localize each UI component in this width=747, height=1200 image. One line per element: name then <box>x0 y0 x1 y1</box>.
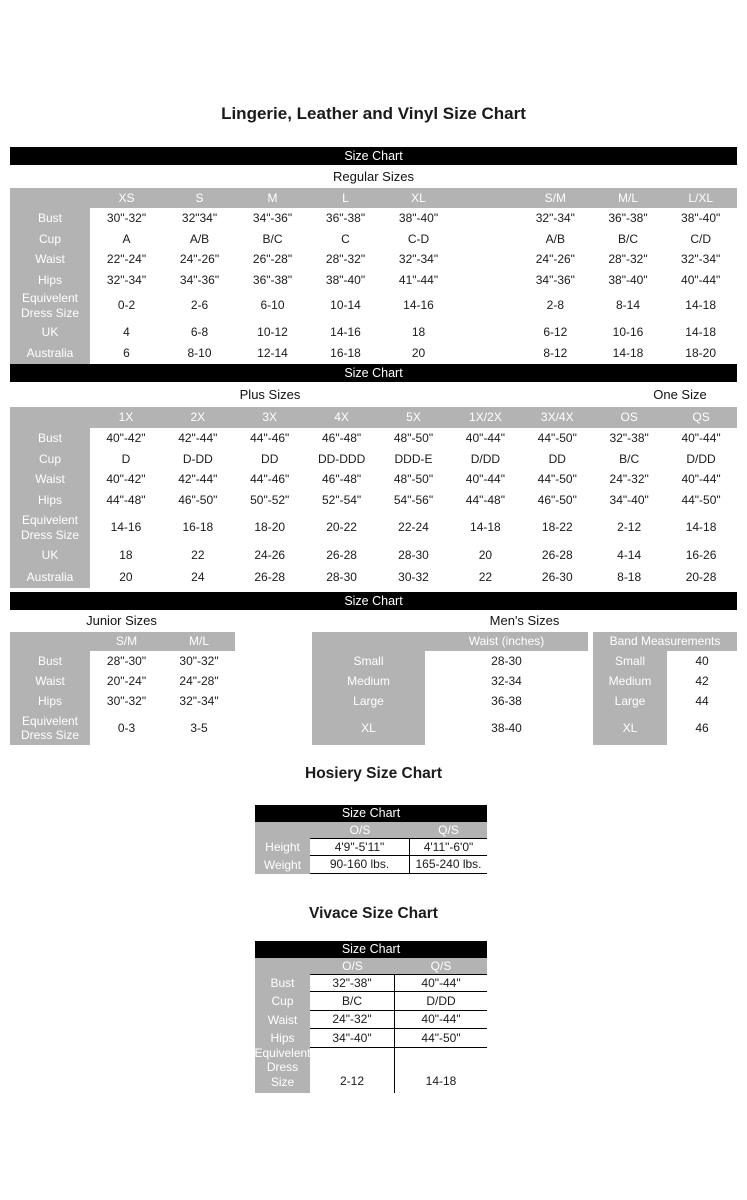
cell-value: B/C <box>310 992 395 1011</box>
mens-waist-table <box>312 632 588 745</box>
cell-value: 40"-44" <box>395 1011 487 1029</box>
column-header: O/S <box>310 822 410 838</box>
column-header: XS <box>90 188 163 208</box>
cell-value: 44"-46" <box>250 431 290 446</box>
hosiery-size-chart <box>255 805 487 874</box>
vivace-table <box>255 958 487 1093</box>
cell-value: 18-20 <box>685 346 716 361</box>
one-size-label: One Size <box>653 387 707 402</box>
cell-value: 26-28 <box>254 569 286 584</box>
cell-value: 42"-44" <box>178 431 218 446</box>
row-label: Bust <box>255 974 310 992</box>
cell-value: 24"-26" <box>535 252 575 267</box>
cell-value: A/B <box>189 231 210 246</box>
row-label: Waist <box>10 671 90 691</box>
cell-value: 18-20 <box>254 520 286 535</box>
table-corner <box>312 632 425 651</box>
cell-value: 20-28 <box>685 569 717 584</box>
table-corner <box>10 407 90 428</box>
cell-value: 28"-30" <box>106 653 147 668</box>
cell-value: 6-12 <box>543 324 568 339</box>
gap-cell <box>455 249 519 270</box>
table-corner <box>255 958 310 974</box>
cell-value: D-DD <box>182 451 213 466</box>
cell-value: 30"-32" <box>106 211 147 226</box>
cell-value: 28-30 <box>491 653 522 668</box>
cell-value: 42 <box>695 673 709 688</box>
cell-value: 10-14 <box>330 298 361 313</box>
cell-value: 32"-38" <box>310 974 395 992</box>
column-header: Q/S <box>395 958 487 974</box>
cell-value: 38-40 <box>491 720 522 735</box>
cell-value: 24"-28" <box>179 673 219 688</box>
cell-value: 28"-32" <box>608 252 648 267</box>
cell-value: 32"34" <box>181 211 218 226</box>
cell-value: 44 <box>695 693 709 708</box>
cell-value: 4'9"-5'11" <box>310 838 410 856</box>
cell-value: 46"-50" <box>178 493 218 508</box>
gap-cell <box>455 229 519 249</box>
cell-value: 30-32 <box>398 569 429 584</box>
cell-value: 14-16 <box>403 298 434 313</box>
cell-value: 2-6 <box>190 298 209 313</box>
cell-value: 20"-24" <box>106 673 147 688</box>
column-header: S <box>163 188 236 208</box>
size-chart-bar: Size Chart <box>10 364 737 382</box>
column-header: 5X <box>378 407 450 428</box>
cell-value: 28"-32" <box>325 252 366 267</box>
cell-value: 44"-48" <box>465 493 505 508</box>
row-label: Bust <box>10 428 90 449</box>
cell-value: 38"-40" <box>325 272 366 287</box>
cell-value: 48"-50" <box>393 431 434 446</box>
cell-value: 36"-38" <box>608 211 648 226</box>
row-label: Cup <box>10 449 90 469</box>
table-corner <box>10 188 90 208</box>
column-header: M/L <box>163 632 235 651</box>
cell-value: 2-8 <box>546 298 564 313</box>
cell-value: 14-18 <box>612 346 644 361</box>
cell-value: 41"-44" <box>398 272 439 287</box>
cell-value: 90-160 lbs. <box>310 856 410 874</box>
cell-value: 46 <box>695 720 709 735</box>
cell-value: 34"-36" <box>252 211 293 226</box>
junior-sizes-label: Junior Sizes <box>86 613 157 628</box>
cell-value: DD <box>548 451 566 466</box>
cell-value: 54"-56" <box>393 493 434 508</box>
cell-value: D <box>121 451 131 466</box>
main-size-charts <box>10 147 737 745</box>
size-chart-bar: Size Chart <box>10 592 737 610</box>
cell-value: 6-8 <box>190 324 209 339</box>
cell-value: 18 <box>411 324 426 339</box>
column-header: L <box>309 188 382 208</box>
row-label: Waist <box>10 469 90 490</box>
cell-value: 38"-40" <box>398 211 439 226</box>
cell-value: 32"-34" <box>535 211 575 226</box>
column-header: 3X <box>234 407 306 428</box>
cell-value: 6 <box>123 346 130 361</box>
row-label: Hips <box>10 490 90 511</box>
row-label: Weight <box>255 856 310 874</box>
cell-value: 22 <box>191 547 205 562</box>
cell-value: B/C <box>262 231 283 246</box>
cell-value: 20 <box>478 547 493 562</box>
cell-value: 8-18 <box>617 569 642 584</box>
cell-value: 20 <box>119 569 133 584</box>
cell-value: DDD-E <box>394 451 433 466</box>
cell-value: 24"-32" <box>609 472 649 487</box>
cell-value: 32"-34" <box>179 693 219 708</box>
row-label: Cup <box>10 229 90 249</box>
cell-value: 8-14 <box>615 298 640 313</box>
row-label: Waist <box>10 249 90 270</box>
cell-value: 38"-40" <box>681 211 721 226</box>
column-header: 1X <box>90 407 162 428</box>
plus-sizes-label: Plus Sizes <box>239 387 301 402</box>
cell-value: 24"-26" <box>179 252 220 267</box>
cell-value: 10-12 <box>257 324 288 339</box>
cell-value: 44"-46" <box>250 472 290 487</box>
row-label: Equivelent Dress Size <box>255 1048 310 1093</box>
cell-value: 44"-50" <box>537 472 577 487</box>
row-label: Bust <box>10 651 90 671</box>
cell-value: 20 <box>411 346 426 361</box>
table-corner <box>10 632 90 651</box>
column-header: M <box>236 188 309 208</box>
junior-mens-row <box>10 632 737 745</box>
column-header: O/S <box>310 958 395 974</box>
cell-value: 4 <box>123 324 130 339</box>
cell-value: 26-28 <box>541 547 573 562</box>
row-label: Small <box>312 651 425 671</box>
cell-value: 165-240 lbs. <box>410 856 487 874</box>
row-label: Large <box>593 691 667 711</box>
cell-value: A/B <box>545 231 565 246</box>
row-label: UK <box>10 544 90 566</box>
cell-value: 14-16 <box>330 324 361 339</box>
regular-sizes-table <box>10 188 737 364</box>
column-header: OS <box>593 407 665 428</box>
row-label: Waist <box>255 1011 310 1029</box>
cell-value: 26-30 <box>541 569 573 584</box>
cell-value: B/C <box>619 451 640 466</box>
row-label: Medium <box>312 671 425 691</box>
cell-value: 8-10 <box>187 346 212 361</box>
cell-value: 28-30 <box>398 547 429 562</box>
junior-sizes-table <box>10 632 235 745</box>
cell-value: 26-28 <box>326 547 357 562</box>
cell-value: 32"-38" <box>609 431 649 446</box>
cell-value: 36"-38" <box>252 272 293 287</box>
mens-sizes-label: Men's Sizes <box>489 613 560 628</box>
row-label: Cup <box>255 992 310 1011</box>
cell-value: 22-24 <box>398 520 429 535</box>
cell-value: 26"-28" <box>252 252 293 267</box>
gap-cell <box>455 290 519 321</box>
column-header: Waist (inches) <box>425 632 588 651</box>
cell-value: 44"-50" <box>681 493 721 508</box>
size-chart-bar: Size Chart <box>255 941 487 958</box>
plus-one-size-labels <box>10 382 737 407</box>
column-header: Band Measurements <box>593 632 737 651</box>
column-header: 3X/4X <box>521 407 593 428</box>
cell-value: DD <box>261 451 279 466</box>
cell-value: 46"-50" <box>537 493 577 508</box>
row-label: Medium <box>593 671 667 691</box>
gap-cell <box>455 321 519 343</box>
cell-value: 22"-24" <box>106 252 147 267</box>
cell-value: 34"-36" <box>179 272 220 287</box>
cell-value: 40"-44" <box>395 974 487 992</box>
column-header: S/M <box>519 188 592 208</box>
cell-value: 14-18 <box>685 298 716 313</box>
cell-value: 32"-34" <box>398 252 439 267</box>
cell-value: 40"-44" <box>681 431 721 446</box>
cell-value: 32"-34" <box>106 272 147 287</box>
row-label: Large <box>312 691 425 711</box>
cell-value: 0-2 <box>117 298 136 313</box>
cell-value: 40"-42" <box>106 472 146 487</box>
column-header: M/L <box>592 188 665 208</box>
column-header: L/XL <box>664 188 737 208</box>
cell-value: C/D <box>690 231 711 246</box>
vivace-title: Vivace Size Chart <box>309 905 438 922</box>
row-label: XL <box>312 711 425 745</box>
row-label: Equivelent Dress Size <box>10 290 90 321</box>
cell-value: 40"-44" <box>465 431 505 446</box>
row-label: Hips <box>255 1029 310 1048</box>
hosiery-table <box>255 822 487 874</box>
cell-value: 46"-48" <box>321 472 362 487</box>
row-label: Hips <box>10 270 90 290</box>
cell-value: 42"-44" <box>178 472 218 487</box>
cell-value: 4-14 <box>617 547 642 562</box>
row-label: Australia <box>10 343 90 364</box>
header-gap <box>455 188 519 208</box>
cell-value: 40"-42" <box>106 431 146 446</box>
cell-value: 16-18 <box>182 520 214 535</box>
cell-value: 36-38 <box>491 693 522 708</box>
cell-value: 4'11"-6'0" <box>410 838 487 856</box>
cell-value: 38"-40" <box>608 272 648 287</box>
cell-value: 0-3 <box>117 720 136 735</box>
cell-value: 12-14 <box>257 346 288 361</box>
row-label: XL <box>593 711 667 745</box>
cell-value: A <box>122 231 131 246</box>
column-header: XL <box>382 188 455 208</box>
cell-value: 10-16 <box>612 324 644 339</box>
vivace-size-chart <box>255 941 487 1093</box>
cell-value: 14-18 <box>685 520 717 535</box>
cell-value: 24-26 <box>254 547 286 562</box>
cell-value: 6-10 <box>260 298 285 313</box>
size-chart-bar: Size Chart <box>255 805 487 822</box>
row-label: Small <box>593 651 667 671</box>
cell-value: 2-12 <box>310 1048 395 1093</box>
cell-value: 40"-44" <box>681 472 721 487</box>
column-header: QS <box>665 407 737 428</box>
cell-value: 40"-44" <box>681 272 721 287</box>
cell-value: B/C <box>617 231 638 246</box>
gap-cell <box>455 208 519 229</box>
cell-value: 44"-48" <box>106 493 146 508</box>
column-header: 4X <box>306 407 378 428</box>
cell-value: 36"-38" <box>325 211 366 226</box>
cell-value: D/DD <box>395 992 487 1011</box>
cell-value: 14-16 <box>110 520 142 535</box>
regular-sizes-label: Regular Sizes <box>333 169 414 184</box>
cell-value: 18 <box>119 547 133 562</box>
gap-cell <box>455 343 519 364</box>
cell-value: 32-34 <box>491 673 522 688</box>
hosiery-title: Hosiery Size Chart <box>305 765 442 782</box>
cell-value: DD-DDD <box>317 451 366 466</box>
junior-mens-labels <box>10 610 737 632</box>
size-chart-bar: Size Chart <box>10 147 737 165</box>
cell-value: 52"-54" <box>321 493 362 508</box>
cell-value: 44"-50" <box>537 431 577 446</box>
row-label: Equivelent Dress Size <box>10 511 90 544</box>
cell-value: 14-18 <box>425 1073 457 1088</box>
row-label: Hips <box>10 691 90 711</box>
cell-value: 3-5 <box>190 720 208 735</box>
row-label: Bust <box>10 208 90 229</box>
cell-value: 2-12 <box>617 520 642 535</box>
row-label: UK <box>10 321 90 343</box>
column-header: Q/S <box>410 822 487 838</box>
cell-value: 40 <box>695 653 709 668</box>
cell-value: 46"-48" <box>321 431 362 446</box>
cell-value: 34"-40" <box>609 493 649 508</box>
table-corner <box>255 822 310 838</box>
plus-sizes-table <box>10 407 737 588</box>
row-label: Equivelent Dress Size <box>10 711 90 745</box>
cell-value: 14-18 <box>470 520 501 535</box>
cell-value: 8-12 <box>543 346 568 361</box>
cell-value: 32"-34" <box>681 252 721 267</box>
cell-value: 20-22 <box>326 520 357 535</box>
cell-value: 50"-52" <box>250 493 290 508</box>
cell-value: 34"-36" <box>535 272 575 287</box>
cell-value: D/DD <box>686 451 716 466</box>
row-label: Australia <box>10 566 90 588</box>
mens-sizes-tables <box>312 632 737 745</box>
cell-value: 44"-50" <box>395 1029 487 1048</box>
page-title: Lingerie, Leather and Vinyl Size Chart <box>221 104 526 123</box>
cell-value: 16-18 <box>330 346 361 361</box>
cell-value: 24"-32" <box>310 1011 395 1029</box>
cell-value: 22 <box>478 569 493 584</box>
column-header: 2X <box>162 407 234 428</box>
gap-cell <box>455 270 519 290</box>
column-header: 1X/2X <box>449 407 521 428</box>
mens-band-table <box>593 632 737 745</box>
cell-value: 40"-44" <box>465 472 505 487</box>
cell-value: 30"-32" <box>179 653 219 668</box>
row-label: Height <box>255 838 310 856</box>
cell-value: 34"-40" <box>310 1029 395 1048</box>
cell-value: C-D <box>407 231 430 246</box>
cell-value: C <box>341 231 350 246</box>
cell-value: 28-30 <box>326 569 357 584</box>
cell-value: D/DD <box>470 451 501 466</box>
cell-value: 14-18 <box>685 324 716 339</box>
cell-value: 48"-50" <box>393 472 434 487</box>
cell-value: 16-26 <box>685 547 717 562</box>
cell-value: 24 <box>191 569 205 584</box>
cell-value: 18-22 <box>541 520 573 535</box>
cell-value: 30"-32" <box>106 693 147 708</box>
column-header: S/M <box>90 632 163 651</box>
